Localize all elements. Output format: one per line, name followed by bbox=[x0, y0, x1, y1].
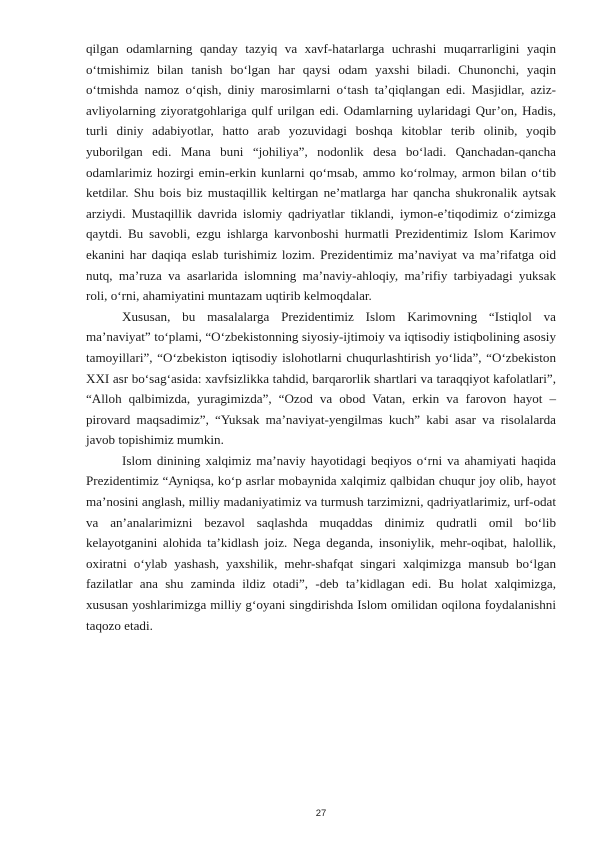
paragraph-continuation: qilgan odamlarning qanday tazyiq va xavf-hatarlarga uchrashi muqarrarligini yaqin o‘tmishimiz bilan tanish bo‘lgan har qaysi odam yaxshi biladi. Chunonchi, yaqin o‘tmishda namoz o‘qish, diniy marosimlarni o‘tash ta’qiqlangan edi. Masjidlar, aziz-avliyolarning ziyoratgohlariga qulf urilgan edi. Odamlarning uylaridagi Qur’on, Hadis, turli diniy adabiyotlar, hatto arab yozuvidagi boshqa kitoblar terib olinib, yoqib yuborilgan edi. Mana buni “johiliya”, nodonlik desa bo‘ladi. Qanchadan-qancha odamlarimiz hozirgi emin-erkin kunlarni qo‘msab, ammo ko‘rolmay, armon bilan o‘tib ketdilar. Shu bois biz mustaqillik keltirgan ne’matlarga har qancha shukronalik aytsak arziydi. Mustaqillik davrida islomiy qadriyatlar tiklandi, iymon-e’tiqodimiz o‘zimizga qaytdi. Bu savobli, ezgu ishlarga karvonboshi hurmatli Prezidentimiz Islom Karimov ekanini har daqiqa eslab turishimiz lozim. Prezidentimiz ma’naviyat va ma’rifatga oid nutq, ma’ruza va asarlarida islomning ma’naviy-ahloqiy, ma’rifiy tarbiyadagi yuksak roli, o‘rni, ahamiyatini muntazam uqtirib kelmoqdalar. bbox=[86, 41, 556, 304]
page-number: 27 bbox=[315, 808, 327, 819]
paragraph: Islom dinining xalqimiz ma’naviy hayotidagi beqiyos o‘rni va ahamiyati haqida Prezidentimiz “Ayniqsa, ko‘p asrlar mobaynida xalqimiz qalbidan chuqur joy olib, hayot ma’nosini anglash, milliy madaniyatimiz va turmush tarzimizni, qadriyatlarimiz, urf-odat va an’analarimizni bezavol saqlashda muqaddas dinimiz qudratli omil bo‘lib kelayotganini alohida ta’kidlash joiz. Nega deganda, insoniylik, mehr-oqibat, halollik, oxiratni o‘ylab yashash, yaxshilik, mehr-shafqat singari xalqimizga mansub bo‘lgan fazilatlar ana shu zaminda ildiz otadi”, -deb ta’kidlagan edi. Bu holat xalqimizga, xususan yoshlarimizga milliy g‘oyani singdirishda Islom omilidan oqilona foydalanishni taqozo etadi. bbox=[86, 452, 556, 633]
body-text bbox=[86, 39, 556, 636]
paragraph: Xususan, bu masalalarga Prezidentimiz Islom Karimovning “Istiqlol va ma’naviyat” to‘plami, “O‘zbekistonning siyosiy-ijtimoiy va iqtisodiy istiqbolining asosiy tamoyillari”, “O‘zbekiston iqtisodiy islohotlarni chuqurlashtirish yo‘lida”, “O‘zbekiston XXI asr bo‘sag‘asida: xavfsizlikka tahdid, barqarorlik shartlari va taraqqiyot kafolatlari”, “Alloh qalbimizda, yuragimizda”, “Ozod va obod Vatan, erkin va farovon hayot – pirovard maqsadimiz”, “Yuksak ma’naviyat-yengilmas kuch” kabi asar va risolalarda javob topishimiz mumkin. bbox=[86, 308, 556, 448]
